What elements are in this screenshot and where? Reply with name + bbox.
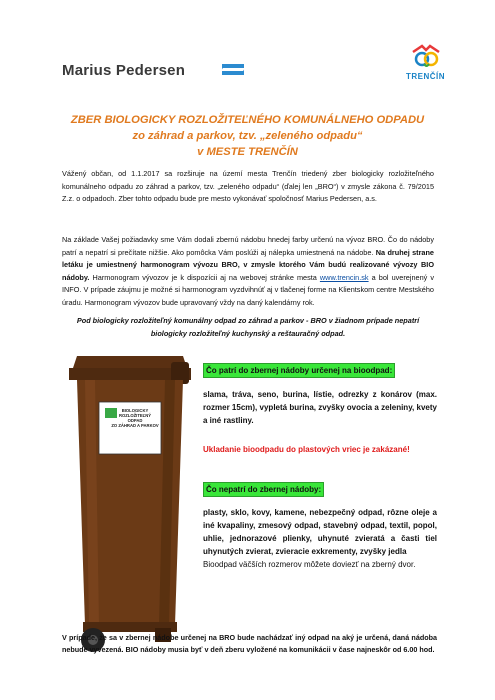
bin-sticker-text bbox=[108, 408, 162, 428]
sticker-line2: ROZLOŽITEĽNÝ bbox=[118, 413, 152, 418]
city-logo-icon bbox=[410, 42, 442, 70]
collection-rules-paragraph: V prípade, že sa v zbernej nádobe určenej na BRO bude nachádzať iný odpad na aký je určená, daná nádoba nebude vyvezená. BIO nádoby musia byť v deň zberu vyložené na komunikácii v čase najneskôr od 6.00 hod. bbox=[62, 633, 437, 654]
intro-paragraph: Vážený občan, od 1.1.2017 sa rozširuje na území mesta Trenčín triedený zber biologicky rozložiteľného komunálneho odpadu zo záhrad a parkov, tzv. „zeleného odpadu“ (ďalej len „BRO“) v zmysle zákona č. 79/2015 Z.z. o odpadoch. Zber tohto odpadu bude pre mesto vykonávať spoločnosť Marius Pedersen, a.s. bbox=[62, 169, 434, 203]
forbidden-heading-label: Čo nepatrí do zbernej nádoby: bbox=[203, 482, 324, 497]
brown-bin-image bbox=[65, 350, 195, 655]
city-name: TRENČÍN bbox=[406, 72, 446, 81]
bin-info-paragraph bbox=[62, 234, 434, 309]
bin-info-text-a: Na základe Vašej požiadavky sme Vám dodali zbernú nádobu hnedej farby určenú na vývoz BRO. Čo do nádoby patrí a nepatrí si prečítate nižšie. Ako pomôcka Vám poslúži aj nálepka umiestnená na nádobe. bbox=[62, 235, 434, 257]
document-title-line1: ZBER BIOLOGICKY ROZLOŽITEĽNÉHO KOMUNÁLNEHO ODPADU bbox=[70, 114, 425, 126]
city-website-link[interactable]: www.trencin.sk bbox=[319, 272, 369, 282]
forbidden-heading bbox=[203, 482, 437, 497]
forbidden-items-text: plasty, sklo, kovy, kamene, nebezpečný odpad, rôzne oleje a iné kvapaliny, zmesový odpad, stavebný odpad, textil, popol, uhlie, jednorazové plienky, uhynuté zvieratá a časti tiel uhynutých zvierat, zvieracie exkrementy, zvyšky jedla bbox=[203, 508, 437, 556]
exclusion-note: Pod biologicky rozložiteľný komunálny odpad zo záhrad a parkov - BRO v žiadnom prípade nepatrí biologicky rozložiteľný kuchynský a reštauračný odpad. bbox=[76, 316, 420, 338]
document-title-line3: v MESTE TRENČÍN bbox=[197, 146, 298, 158]
forbidden-items-list bbox=[203, 506, 437, 571]
allowed-heading bbox=[203, 363, 437, 378]
sticker-line1: BIOLOGICKY bbox=[121, 408, 149, 413]
allowed-heading-label: Čo patrí do zbernej nádoby určenej na bioodpad: bbox=[203, 363, 395, 378]
allowed-items-list: slama, tráva, seno, burina, lístie, odrezky z konárov (max. rozmer 15cm), vypletá burina, zvyšky ovocia a zeleniny, kvety a iné rastliny. bbox=[203, 390, 437, 425]
document-title-line2: zo záhrad a parkov, tzv. „zeleného odpadu“ bbox=[132, 130, 363, 142]
sticker-line4: ZO ZÁHRAD A PARKOV bbox=[111, 423, 159, 428]
bin-info-text-c: Harmonogram vývozov je k dispozícii aj na webovej stránke mesta bbox=[89, 272, 320, 282]
company-name: Marius Pedersen bbox=[62, 62, 186, 79]
sticker-line3: ODPAD bbox=[127, 418, 143, 423]
large-bioodpad-note: Bioodpad väčších rozmerov môžete doviezť na zberný dvor. bbox=[203, 560, 416, 569]
bin-info-text-bold: Na druhej strane letáku je umiestnený harmonogram vývozu BRO, v zmysle ktorého Vám budú realizované vývozy BIO nádoby. bbox=[62, 247, 434, 282]
company-flag-icon bbox=[222, 64, 244, 75]
plastic-bag-warning: Ukladanie bioodpadu do plastových vriec je zakázané! bbox=[203, 445, 410, 454]
bin-info-text-d: a bol uverejnený v INFO. V prípade záujmu je možné si harmonogram vyzdvihnúť aj v tlačenej forme na Klientskom centre Mestského úradu. Harmonogram vývozov bude upravovaný vždy na daný kalendárny rok. bbox=[62, 272, 434, 307]
